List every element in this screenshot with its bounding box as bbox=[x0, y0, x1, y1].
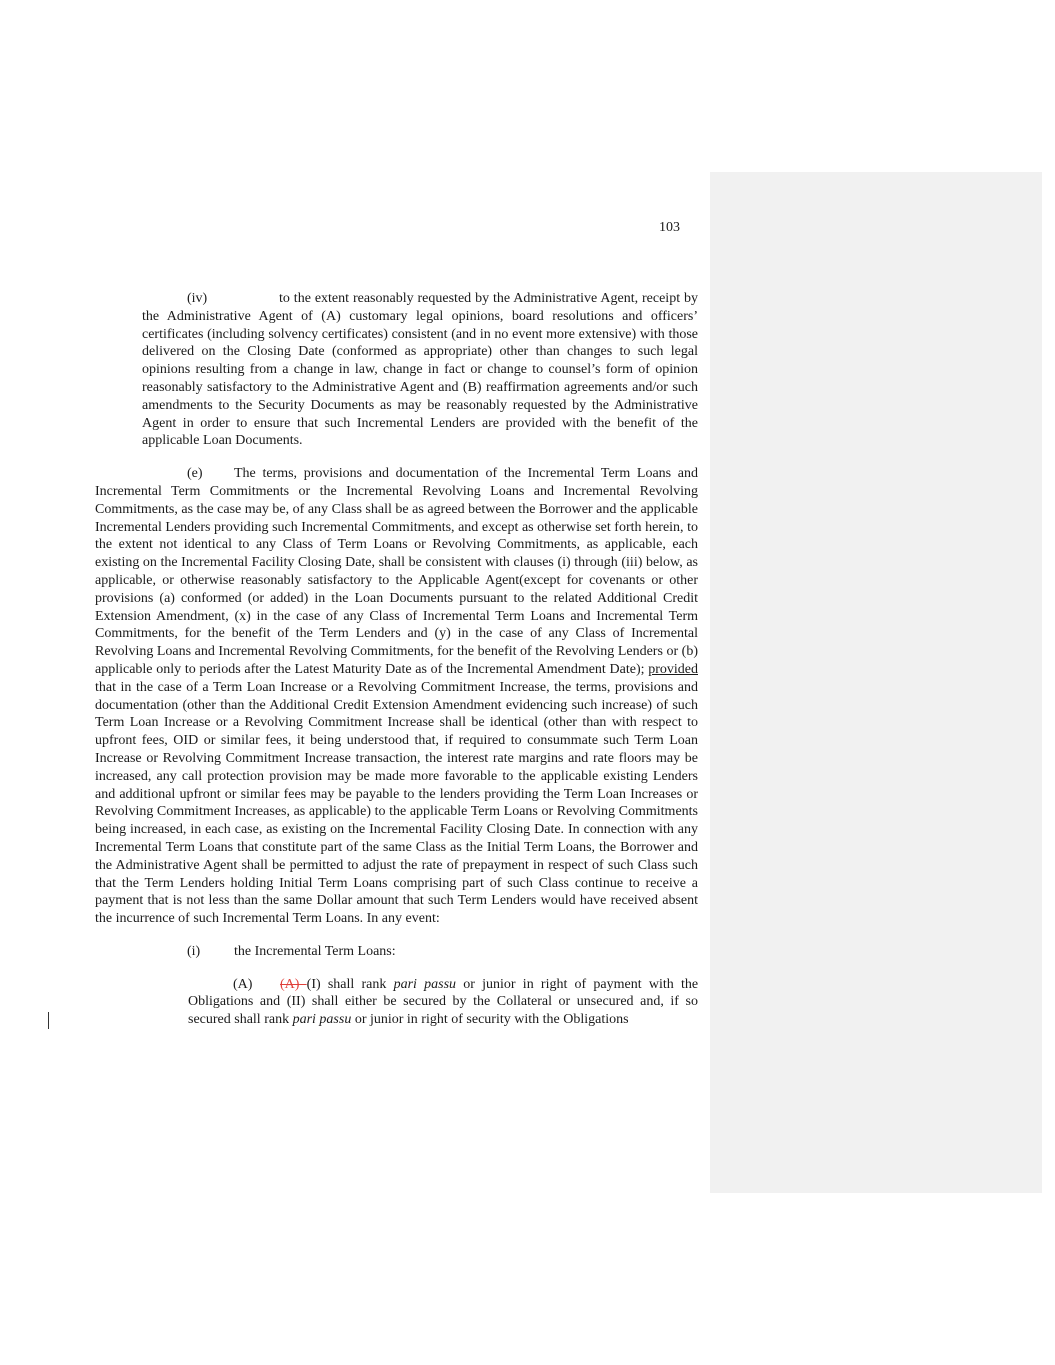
paragraph-A-text-1: (I) shall rank bbox=[306, 976, 387, 992]
paragraph-A-label: (A) bbox=[233, 976, 253, 992]
paragraph-e-label: (e) bbox=[187, 466, 203, 482]
paragraph-A bbox=[188, 976, 698, 1029]
provided-term: provided bbox=[648, 661, 698, 677]
paragraph-iv bbox=[142, 290, 698, 450]
deleted-text: (A) bbox=[280, 976, 300, 992]
paragraph-iv-text: to the extent reasonably requested by the Administrative Agent, receipt by the Administrative Agent of (A) customary legal opinions, board resolutions and officers’ certificates (including solvency certificates) consistent (and in no event more extensive) with those delivered on the Closing Date (conformed as appropriate) other than changes to such legal opinions resulting from a change in law, change in fact or change to counsel’s form of opinion reasonably satisfactory to the Administrative Agent and (B) reaffirmation agreements and/or such amendments to the Security Documents as may be reasonably requested by the Administrative Agent in order to ensure that such Incremental Lenders are provided with the benefit of the applicable Loan Documents. bbox=[142, 291, 698, 449]
paragraph-e bbox=[95, 465, 698, 928]
paragraph-A-italic-2: pari passu bbox=[292, 1012, 352, 1028]
paragraph-e-text-after: that in the case of a Term Loan Increase or a Revolving Commitment Increase, the terms, provisions and documentation (other than the Additional Credit Extension Amendment evidencing such increase) of such Term Loan Increase or a Revolving Commitment Increase shall be identical (other than with respect to upfront fees, OID or similar fees, it being understood that, if required to consummate such Term Loan Increase or Revolving Commitment Increase transaction, the interest rate margins and rate floors may be increased, any call protection provision may be made more favorable to the applicable existing Lenders and additional upfront or similar fees may be payable to the lenders providing the Term Loan Increases or Revolving Commitment Increases, as applicable) to the applicable Term Loans or Revolving Commitments being increased, in each case, as existing on the Incremental Facility Closing Date. In connection with any Incremental Term Loans that constitute part of the same Class as the Initial Term Loans, the Borrower and the Administrative Agent shall be permitted to adjust the rate of prepayment in respect of such Class such that the Term Lenders holding Initial Term Loans comprising part of such Class continue to receive a payment that is not less than the same Dollar amount that such Term Lenders would have received absent the incurrence of such Incremental Term Loans. In any event: bbox=[95, 679, 698, 927]
paragraph-e-text-before: The terms, provisions and documentation of the Incremental Term Loans and Incremental Term Commitments or the Incremental Revolving Loans and Incremental Revolving Commitments, as the case may be, of any Class shall be as agreed between the Borrower and the applicable Incremental Lenders providing such Incremental Commitments, and except as otherwise set forth herein, to the extent not identical to any Class of Term Loans or Revolving Commitments, as applicable, each existing on the Incremental Facility Closing Date, shall be consistent with clauses (i) through (iii) below, as applicable, or otherwise reasonably satisfactory to the Applicable Agent(except for covenants or other provisions (a) conformed (or added) in the Loan Documents pursuant to the related Additional Credit Extension Amendment, (x) in the case of any Class of Incremental Term Loans and Incremental Term Commitments, for the benefit of the Term Lenders and (y) in the case of any Class of Incremental Revolving Loans and Incremental Revolving Commitments, for the benefit of the Revolving Lenders or (b) applicable only to periods after the Latest Maturity Date as of the Incremental Amendment Date); bbox=[95, 466, 698, 677]
change-bar bbox=[48, 1012, 49, 1029]
document-body bbox=[95, 290, 698, 1029]
paragraph-i-text: the Incremental Term Loans: bbox=[234, 943, 396, 959]
paragraph-A-text-2: or junior in right of payment with the Obligations and (II) shall either be secured by the Collateral or unsecured and, if so secured shall rank bbox=[188, 976, 699, 1028]
paragraph-i bbox=[95, 943, 698, 961]
paragraph-A-text-3: or junior in right of security with the Obligations bbox=[354, 1012, 629, 1028]
paragraph-A-italic-1: pari passu bbox=[393, 976, 457, 992]
paragraph-i-label: (i) bbox=[187, 943, 201, 959]
paragraph-iv-label: (iv) bbox=[187, 291, 208, 306]
page-number: 103 bbox=[659, 220, 680, 235]
comment-pane bbox=[710, 172, 1042, 1193]
